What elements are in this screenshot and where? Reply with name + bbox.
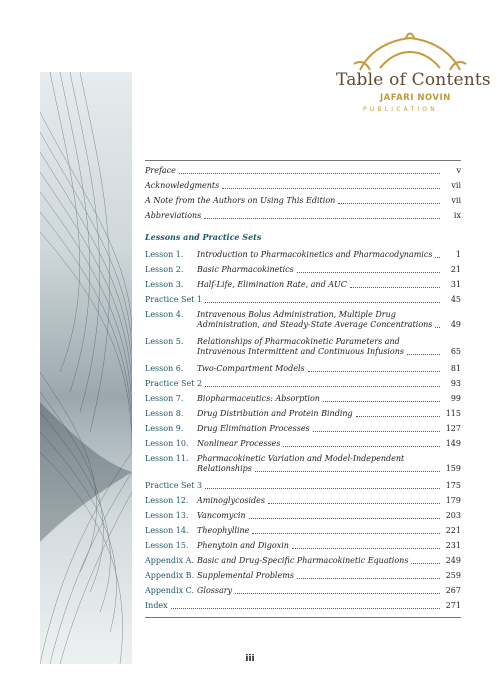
toc-entry[interactable]: [145, 454, 461, 474]
dot-leader: [411, 562, 440, 564]
dot-leader: [252, 532, 440, 534]
toc-label: Practice Set 3: [145, 481, 203, 490]
toc-entry[interactable]: [145, 526, 461, 536]
page-number: iii: [245, 654, 255, 664]
toc-label: Lesson 1.: [145, 250, 184, 259]
toc-page: 49: [450, 320, 461, 329]
dot-leader: [292, 547, 440, 549]
toc-page: 99: [450, 394, 461, 403]
toc-entry[interactable]: [145, 556, 461, 566]
toc-title: Abbreviations: [145, 211, 202, 220]
toc-page: 81: [450, 364, 461, 373]
dot-leader: [235, 592, 440, 594]
toc-page: vii: [451, 196, 461, 205]
toc-entry[interactable]: [145, 601, 461, 611]
dot-leader: [171, 607, 440, 609]
toc-entry[interactable]: [145, 211, 461, 221]
toc-label: Lesson 7.: [145, 394, 184, 403]
toc-label: Index: [145, 601, 168, 610]
toc-label: Lesson 14.: [145, 526, 189, 535]
toc-page: 159: [445, 464, 461, 473]
toc-title: Basic Pharmacokinetics: [197, 265, 294, 274]
toc-page: 179: [445, 496, 461, 505]
toc-page: 45: [450, 295, 461, 304]
toc-title: Two-Compartment Models: [197, 364, 305, 373]
toc-title: Glossary: [197, 586, 233, 595]
dot-leader: [297, 577, 440, 579]
toc-entry[interactable]: [145, 166, 461, 176]
dot-leader: [283, 445, 440, 447]
dot-leader: [179, 172, 440, 174]
toc-page: 149: [445, 439, 461, 448]
toc-page: 249: [445, 556, 461, 565]
toc-title: Biopharmaceutics: Absorption: [197, 394, 320, 403]
toc-label: Appendix A.: [145, 556, 194, 565]
dot-leader: [356, 415, 440, 417]
toc-label: Lesson 6.: [145, 364, 184, 373]
dot-leader: [205, 301, 440, 303]
toc-entry[interactable]: [145, 379, 461, 389]
logo-title: Table of Contents: [336, 70, 491, 90]
logo-brand: JAFARI NOVIN: [380, 93, 451, 103]
dot-leader: [308, 370, 440, 372]
toc-title: Aminoglycosides: [197, 496, 266, 505]
toc-title-line2: Relationships: [197, 464, 252, 473]
toc-label: Lesson 4.: [145, 310, 184, 319]
dot-leader: [323, 400, 440, 402]
dot-leader: [313, 430, 440, 432]
section-heading: Lessons and Practice Sets: [145, 232, 262, 242]
toc-page: 203: [445, 511, 461, 520]
toc-title: Acknowledgments: [145, 181, 220, 190]
toc-entry[interactable]: [145, 439, 461, 449]
toc-label: Lesson 9.: [145, 424, 184, 433]
toc-title: Half-Life, Elimination Rate, and AUC: [197, 280, 347, 289]
toc-label: Lesson 5.: [145, 337, 184, 346]
toc-title: Nonlinear Processes: [197, 439, 281, 448]
toc-entry[interactable]: [145, 481, 461, 491]
toc-entry[interactable]: [145, 394, 461, 404]
toc-label: Lesson 3.: [145, 280, 184, 289]
toc-page: 93: [450, 379, 461, 388]
toc-label: Lesson 13.: [145, 511, 189, 520]
toc-page: vii: [451, 181, 461, 190]
dot-leader: [222, 187, 440, 189]
dot-leader: [435, 326, 440, 328]
toc-entry[interactable]: [145, 571, 461, 581]
bottom-rule: [145, 617, 461, 618]
top-rule: [145, 160, 461, 161]
toc-title: Theophylline: [197, 526, 250, 535]
toc-entry[interactable]: [145, 541, 461, 551]
toc-page: v: [456, 166, 461, 175]
toc-title: Basic and Drug-Specific Pharmacokinetic Equations: [196, 556, 409, 565]
dot-leader: [350, 286, 440, 288]
toc-title-line1: Relationships of Pharmacokinetic Parameters and: [197, 337, 400, 346]
toc-title: Vancomycin: [197, 511, 246, 520]
toc-title: Drug Elimination Processes: [197, 424, 310, 433]
toc-entry[interactable]: [145, 196, 461, 206]
toc-title: Drug Distribution and Protein Binding: [197, 409, 353, 418]
toc-entry[interactable]: [145, 496, 461, 506]
toc-page: 115: [445, 409, 461, 418]
toc-label: Practice Set 1: [145, 295, 203, 304]
toc-page: ix: [453, 211, 461, 220]
dot-leader: [297, 271, 440, 273]
toc-entry[interactable]: [145, 337, 461, 357]
toc-title: Supplemental Problems: [197, 571, 294, 580]
toc-title: Preface: [145, 166, 176, 175]
publisher-logo: [330, 30, 490, 130]
dot-leader: [338, 202, 440, 204]
toc-page: 65: [450, 347, 461, 356]
toc-title-line1: Intravenous Bolus Administration, Multiple Drug: [197, 310, 396, 319]
toc-entry[interactable]: [145, 265, 461, 275]
toc-label: Lesson 10.: [145, 439, 189, 448]
toc-title-line1: Pharmacokinetic Variation and Model-Independent: [197, 454, 405, 463]
toc-page: 267: [445, 586, 461, 595]
dot-leader: [255, 470, 440, 472]
toc-entry[interactable]: [145, 295, 461, 305]
toc-label: Appendix B.: [145, 571, 195, 580]
toc-entry[interactable]: [145, 364, 461, 374]
toc-title-line2: Intravenous Intermittent and Continuous Infusions: [197, 347, 404, 356]
toc-page: 1: [455, 250, 461, 259]
toc-label: Lesson 12.: [145, 496, 189, 505]
toc-title: Introduction to Pharmacokinetics and Pharmacodynamics: [197, 250, 433, 259]
wave-pattern-graphic: [40, 72, 132, 664]
toc-entry[interactable]: [145, 310, 461, 330]
toc-entry[interactable]: [145, 181, 461, 191]
toc-page: 259: [445, 571, 461, 580]
logo-subtitle: PUBLICATION: [363, 106, 438, 113]
decorative-side-panel: [40, 72, 132, 664]
toc-label: Practice Set 2: [145, 379, 203, 388]
dot-leader: [205, 487, 440, 489]
dot-leader: [435, 256, 440, 258]
toc-entry[interactable]: [145, 511, 461, 521]
toc-label: Appendix C.: [145, 586, 195, 595]
toc-page: 221: [445, 526, 461, 535]
dot-leader: [268, 502, 440, 504]
toc-entry[interactable]: [145, 250, 461, 260]
toc-label: Lesson 8.: [145, 409, 184, 418]
toc-title: A Note from the Authors on Using This Edition: [145, 196, 336, 205]
toc-label: Lesson 11.: [145, 454, 189, 463]
toc-title-line2: Administration, and Steady-State Average Concentrations: [197, 320, 433, 329]
toc-label: Lesson 2.: [145, 265, 184, 274]
toc-page: 175: [445, 481, 461, 490]
toc-entry[interactable]: [145, 586, 461, 596]
toc-label: Lesson 15.: [145, 541, 189, 550]
dot-leader: [249, 517, 440, 519]
toc-entry[interactable]: [145, 280, 461, 290]
toc-page: 21: [450, 265, 461, 274]
toc-entry[interactable]: [145, 409, 461, 419]
dot-leader: [407, 353, 440, 355]
dot-leader: [205, 385, 440, 387]
toc-page: 31: [450, 280, 461, 289]
toc-page: 271: [445, 601, 461, 610]
toc-entry[interactable]: [145, 424, 461, 434]
toc-page: 231: [445, 541, 461, 550]
dot-leader: [204, 217, 440, 219]
toc-title: Phenytoin and Digoxin: [197, 541, 289, 550]
toc-page: 127: [445, 424, 461, 433]
